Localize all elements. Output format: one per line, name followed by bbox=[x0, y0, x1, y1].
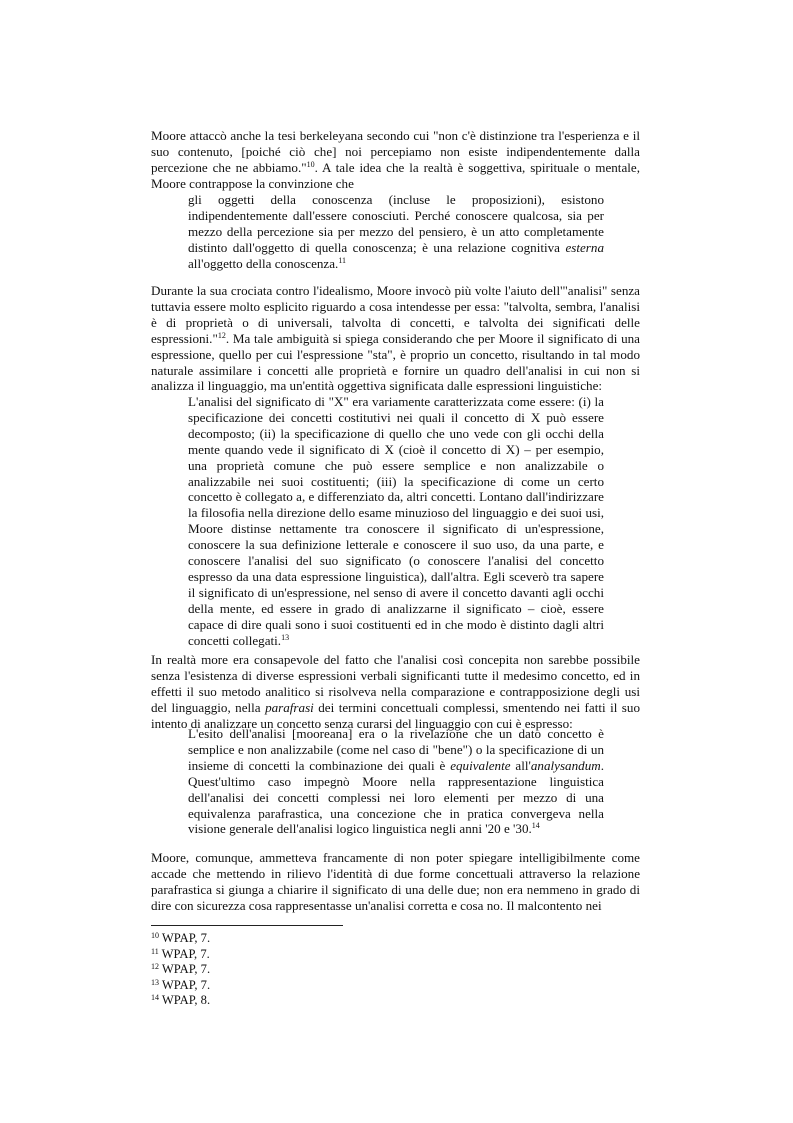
paragraph-text: . A tale idea che la realtà è soggettiva, spirituale o mentale, Moore contrappose la convinzione che bbox=[151, 159, 640, 191]
footnote-number: 14 bbox=[151, 993, 159, 1002]
quote-text: all' bbox=[510, 757, 531, 773]
quote-italic: equivalente bbox=[450, 757, 511, 773]
paragraph-text: Moore, comunque, ammetteva francamente di non poter spiegare intelligibilmente come accade che mettendo in rilievo l'identità di due forme concettuali attraverso la relazione parafrastica si giunga a chiarire il significato di una delle due; non era nemmeno in grado di dire con sicurezza cosa rappresentasse un'analisi corretta e cosa no. Il malcontento nei bbox=[151, 850, 640, 913]
footnote-number: 13 bbox=[151, 977, 159, 987]
footnote-text: WPAP, 7. bbox=[161, 946, 210, 961]
footnote-ref-13[interactable]: 13 bbox=[281, 632, 290, 642]
footnote-number: 10 bbox=[151, 931, 159, 940]
quote-text: L'esito dell'analisi [mooreana] era o la rivelazione che un dato concetto è semplice e non analizzabile (come nel caso di "bene") o la specificazione di un insieme di concetti la combinazione dei quali è bbox=[188, 726, 604, 773]
footnote-14 bbox=[151, 993, 210, 1009]
footnote-number: 12 bbox=[151, 962, 159, 971]
quote-text: all'oggetto della conoscenza. bbox=[188, 255, 339, 271]
paragraph-text: Moore attaccò anche la tesi berkeleyana secondo cui "non c'è distinzione tra l'esperienza e il suo contenuto, [poiché ciò che] noi percepiamo non esiste indipendentemente dalla percezione che ne abbiamo." bbox=[151, 128, 640, 175]
footnote-13 bbox=[151, 978, 210, 994]
footnote-11 bbox=[151, 947, 210, 963]
paragraph-text: Durante la sua crociata contro l'idealismo, Moore invocò più volte l'aiuto dell'"analisi" senza tuttavia essere molto esplicito riguardo a cosa intendesse per essa: "talvolta, sembra, l'analisi è di proprietà o di universali, talvolta di concetti, e talvolta dei significati delle espressioni." bbox=[151, 283, 640, 346]
paragraph-berkeley-thesis bbox=[151, 128, 640, 192]
footnote-ref-10[interactable]: 10 bbox=[306, 159, 315, 169]
footnote-text: WPAP, 7. bbox=[161, 931, 211, 945]
quote-italic: esterna bbox=[565, 239, 604, 255]
footnote-text: WPAP, 7. bbox=[161, 977, 211, 992]
quote-text: gli oggetti della conoscenza (incluse le proposizioni), esistono indipendentemente dall'essere conosciuti. Perché conoscere qualcosa, sia per mezzo della percezione sia per mezzo del pensiero, è un atto completamente distinto dall'oggetto di quella conoscenza; è una relazione cognitiva bbox=[188, 192, 604, 255]
footnote-ref-12[interactable]: 12 bbox=[217, 330, 226, 340]
footnote-divider bbox=[151, 925, 343, 926]
footnote-ref-11[interactable]: 11 bbox=[338, 255, 347, 265]
paragraph-analysis-crusade bbox=[151, 283, 640, 394]
footnote-text: WPAP, 8. bbox=[161, 993, 211, 1007]
footnote-ref-14[interactable]: 14 bbox=[531, 821, 540, 831]
paragraph-text: . Ma tale ambiguità si spiega considerando che per Moore il significato di una espressione, quello per cui l'espressione "sta", è proprio un concetto, risultando in tal modo naturale assimilare i concetti alle proprietà e fornire un quadro dell'analisi in cui non si analizza il linguaggio, ma un'entità oggettiva significata dalle espressioni linguistiche: bbox=[151, 330, 640, 394]
paragraph-paraphrase bbox=[151, 652, 640, 732]
paragraph-text: dei termini concettuali complessi, smentendo nei fatti il suo intento di analizzare un concetto senza curarsi del linguaggio con cui è espresso: bbox=[151, 699, 640, 731]
block-quote-meaning-analysis bbox=[188, 394, 604, 649]
quote-text: L'analisi del significato di "X" era variamente caratterizzata come essere: (i) la specificazione dei concetti costitutivi nei quali il concetto di X può essere decomposto; (ii) la specificazione di quello che uno vede con gli occhi della mente quando vede il significato di X (cioè il concetto di X) – per esempio, una proprietà comune che può essere semplice e non analizzabile o analizzabile nei suoi costituenti; (iii) la specificazione di come un certo concetto è collegato a, e differenziato da, altri concetti. Lontano dall'indirizzare la filosofia nella direzione dello esame minuzioso del linguaggio e dei suoi usi, Moore distinse nettamente tra conoscere il significato di un'espressione, conoscere la sua definizione letterale e conoscere il suo uso, da una parte, e conoscere l'analisi del suo significato (o conoscere l'analisi del concetto espresso da una data espressione linguistica), dall'altra. Egli sceverò tra sapere il significato di un'espressione, nel senso di avere il concetto davanti agli occhi della mente, ed essere in grado di analizzarne il significato – cioè, essere capace di dire quali sono i suoi costituenti ed in che modo è distinto dagli altri concetti collegati. bbox=[188, 394, 604, 648]
footnote-number: 11 bbox=[151, 946, 159, 956]
footnote-text: WPAP, 7. bbox=[161, 962, 211, 976]
block-quote-knowledge-objects bbox=[188, 192, 604, 272]
block-quote-analysis-outcome bbox=[188, 726, 604, 837]
paragraph-text: In realtà more era consapevole del fatto che l'analisi così concepita non sarebbe possibile senza l'esistenza di diverse espressioni verbali significanti tutte il medesimo concetto, ed in effetti il suo metodo analitico si risolveva nella comparazione e contrapposizione degli usi del linguaggio, nella bbox=[151, 652, 640, 715]
paragraph-italic: parafrasi bbox=[265, 699, 314, 715]
paragraph-moore-admission bbox=[151, 850, 640, 914]
footnote-12 bbox=[151, 962, 210, 978]
footnote-10 bbox=[151, 931, 210, 947]
quote-italic: analysandum bbox=[530, 757, 601, 773]
quote-text: . Quest'ultimo caso impegnò Moore nella rappresentazione linguistica dell'analisi dei concetti complessi nei loro elementi per mezzo di una equivalenza parafrastica, una concezione che in pratica convergeva nella visione generale dell'analisi logico linguistica negli anni '20 e '30. bbox=[188, 757, 604, 837]
